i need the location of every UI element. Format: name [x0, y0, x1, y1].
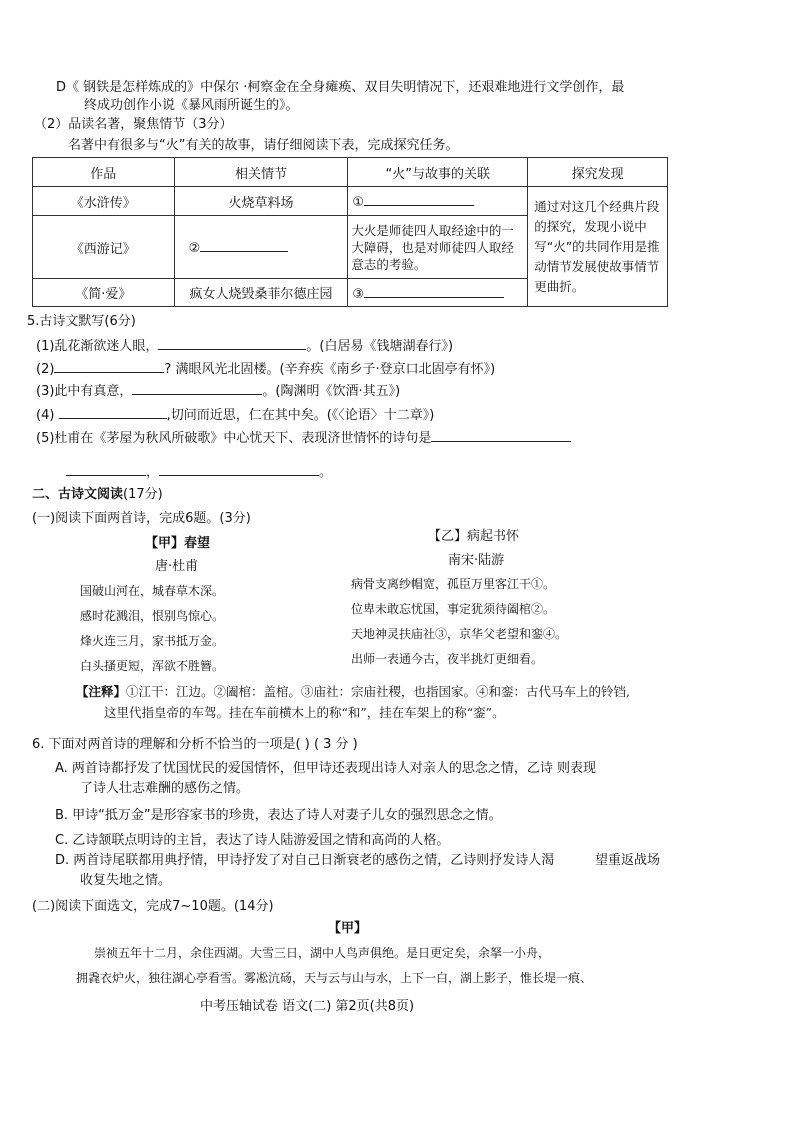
poem-b-line: 病骨支离纱帽宽，孤臣万里客江干①。	[351, 577, 556, 591]
poem-a-author: 唐·杜甫	[155, 559, 199, 574]
table-header-work: 作品	[33, 158, 175, 187]
q5-l3-pre: (3)此中有真意，	[36, 384, 133, 399]
notes-line2: 这里代指皇帝的车驾。挂在车前横木上的称“和”，挂在车架上的称“銮”。	[104, 705, 505, 720]
table-cell-work: 《水浒传》	[33, 187, 175, 216]
q5-l3-post: 。(陶渊明《饮酒·其五》)	[262, 384, 401, 399]
answer-blank[interactable]	[66, 462, 146, 476]
q5-l2-pre: (2)	[36, 362, 55, 377]
q5-l1-pre: (1)乱花渐欲迷人眼，	[36, 339, 159, 354]
item-d-line1: D《 钢铁是怎样炼成的》中保尔 ·柯察金在全身瘫痪、双目失明情况下，还艰难地进行文学创作，最	[56, 80, 625, 95]
poem-a-line: 白头搔更短，浑欲不胜簪。	[80, 659, 225, 673]
q6-option-b[interactable]: B. 甲诗“抵万金”是形容家书的珍贵，表达了诗人对妻子儿女的强烈思念之情。	[55, 808, 502, 823]
q4-part2-title: （2）品读名著，聚焦情节（3分）	[34, 117, 233, 132]
table-cell-work: 《西游记》	[33, 216, 175, 279]
q5-line1	[36, 336, 453, 355]
blank-label: ①	[352, 195, 365, 210]
q6-option-d-tail: 望重返战场	[595, 853, 661, 868]
table-cell-plot: 火烧草料场	[174, 187, 348, 216]
q5-l1-post: 。(白居易《钱塘湖春行》)	[306, 339, 454, 354]
q5-title: 5.古诗文默写(6分)	[27, 314, 136, 329]
answer-blank[interactable]	[59, 405, 167, 419]
poem-b-line: 出师一表通今古，夜半挑灯更细看。	[351, 652, 544, 666]
answer-blank[interactable]	[132, 381, 262, 395]
notes-label: 【注释】	[76, 684, 127, 699]
section2-score: (17分)	[123, 487, 163, 502]
fire-story-table	[32, 157, 668, 307]
q4-part2-intro: 名著中有很多与“火”有关的故事，请仔细阅读下表，完成探究任务。	[68, 138, 459, 153]
table-cell-plot: 疯女人烧毁桑菲尔德庄园	[174, 279, 348, 307]
q5-l6-mid: ，	[146, 465, 160, 480]
answer-blank[interactable]	[364, 192, 474, 206]
table-header-relation: “火”与故事的关联	[348, 158, 528, 187]
passage-label: 【甲】	[328, 921, 368, 936]
q5-l4-post: ,切问而近思，仁在其中矣。(《〈论语〉十二章》)	[166, 408, 435, 423]
answer-blank[interactable]	[431, 428, 571, 442]
passage-line: 拥毳衣炉火，独往湖心亭看雪。雾凇沆砀，天与云与山与水，上下一白，湖上影子，惟长堤一痕、	[76, 971, 593, 985]
q5-l2-post: ? 满眼风光北固楼。(辛弃疾《南乡子·登京口北固亭有怀》)	[164, 362, 496, 377]
poem-b-author: 南宋·陆游	[448, 553, 505, 568]
q5-line5	[36, 428, 571, 447]
poem-a-line: 感时花溅泪，恨别鸟惊心。	[80, 609, 225, 623]
section2-title	[32, 486, 163, 503]
blank-label: ③	[352, 286, 365, 302]
q6-option-c[interactable]: C. 乙诗颔联点明诗的主旨，表达了诗人陆游爱国之情和高尚的人格。	[55, 833, 450, 848]
q5-line4	[36, 405, 434, 424]
answer-blank[interactable]	[159, 462, 319, 476]
poem-b-line: 天地神灵扶庙社③，京华父老望和銮④。	[351, 627, 568, 641]
page-footer: 中考压轴试卷 语文(二) 第2页(共8页)	[200, 999, 415, 1014]
q5-line3	[36, 381, 400, 400]
q6-option-d[interactable]: D. 两首诗尾联都用典抒情，甲诗抒发了对自己日渐衰老的感伤之情，乙诗则抒发诗人渴	[55, 853, 555, 868]
q5-line6	[66, 462, 332, 481]
notes-line1	[76, 684, 630, 700]
poem-a-title: 【甲】春望	[145, 536, 211, 551]
answer-blank[interactable]	[158, 336, 306, 350]
poem-b-line: 位卑未敢忘忧国，事定犹须待阖棺②。	[351, 602, 556, 616]
item-d-line2: 终成功创作小说《暴风雨所诞生的》。	[84, 98, 299, 113]
answer-blank[interactable]	[200, 238, 288, 252]
section2-part1: (一)阅读下面两首诗，完成6题。(3分)	[32, 511, 251, 526]
answer-blank[interactable]	[54, 359, 164, 373]
q5-l5-text: (5)杜甫在《茅屋为秋风所破歌》中心忧天下、表现济世情怀的诗句是	[36, 431, 432, 446]
q6-option-a[interactable]: A. 两首诗都抒发了忧国忧民的爱国情怀，但甲诗还表现出诗人对亲人的思念之情，乙诗 则表现	[55, 761, 597, 776]
q5-line2	[36, 359, 495, 378]
notes-text: ①江干：江边。②阖棺：盖棺。③庙社：宗庙社稷，也指国家。④和銮：古代马车上的铃铛,	[126, 684, 630, 699]
table-cell-relation[interactable]	[348, 279, 528, 307]
passage-line: 崇祯五年十二月，余住西湖。大雪三日，湖中人鸟声俱绝。是日更定矣，余拏一小舟，	[94, 946, 551, 960]
q6-stem: 6. 下面对两首诗的理解和分析不恰当的一项是( ) ( 3 分 )	[32, 737, 358, 752]
q5-l6-end: 。	[319, 465, 333, 480]
table-cell-finding: 通过对这几个经典片段的探究，发现小说中写“火”的共同作用是推动情节发展使故事情节更曲折。	[528, 187, 668, 307]
section2-title-text: 二、古诗文阅读	[32, 487, 124, 502]
q6-option-a-cont: 了诗人壮志难酬的感伤之情。	[80, 781, 250, 796]
q6-option-d-cont: 收复失地之情。	[80, 873, 172, 888]
table-cell-relation: 大火是师徒四人取经途中的一大障碍，也是对师徒四人取经意志的考验。	[348, 216, 528, 279]
poem-a-line: 烽火连三月，家书抵万金。	[80, 634, 225, 648]
q5-l4-pre: (4)	[36, 408, 55, 423]
table-cell-plot[interactable]	[174, 216, 348, 279]
poem-a-line: 国破山河在，城春草木深。	[80, 584, 225, 598]
table-header-finding: 探究发现	[528, 158, 668, 187]
blank-label: ②	[188, 241, 201, 256]
answer-blank[interactable]	[364, 284, 504, 298]
table-header-plot: 相关情节	[174, 158, 348, 187]
table-cell-relation[interactable]	[348, 187, 528, 216]
poem-b-title: 【乙】病起书怀	[428, 529, 520, 544]
table-cell-work: 《简·爱》	[33, 279, 175, 307]
part2-title: (二)阅读下面选文，完成7~10题。(14分)	[32, 899, 274, 914]
